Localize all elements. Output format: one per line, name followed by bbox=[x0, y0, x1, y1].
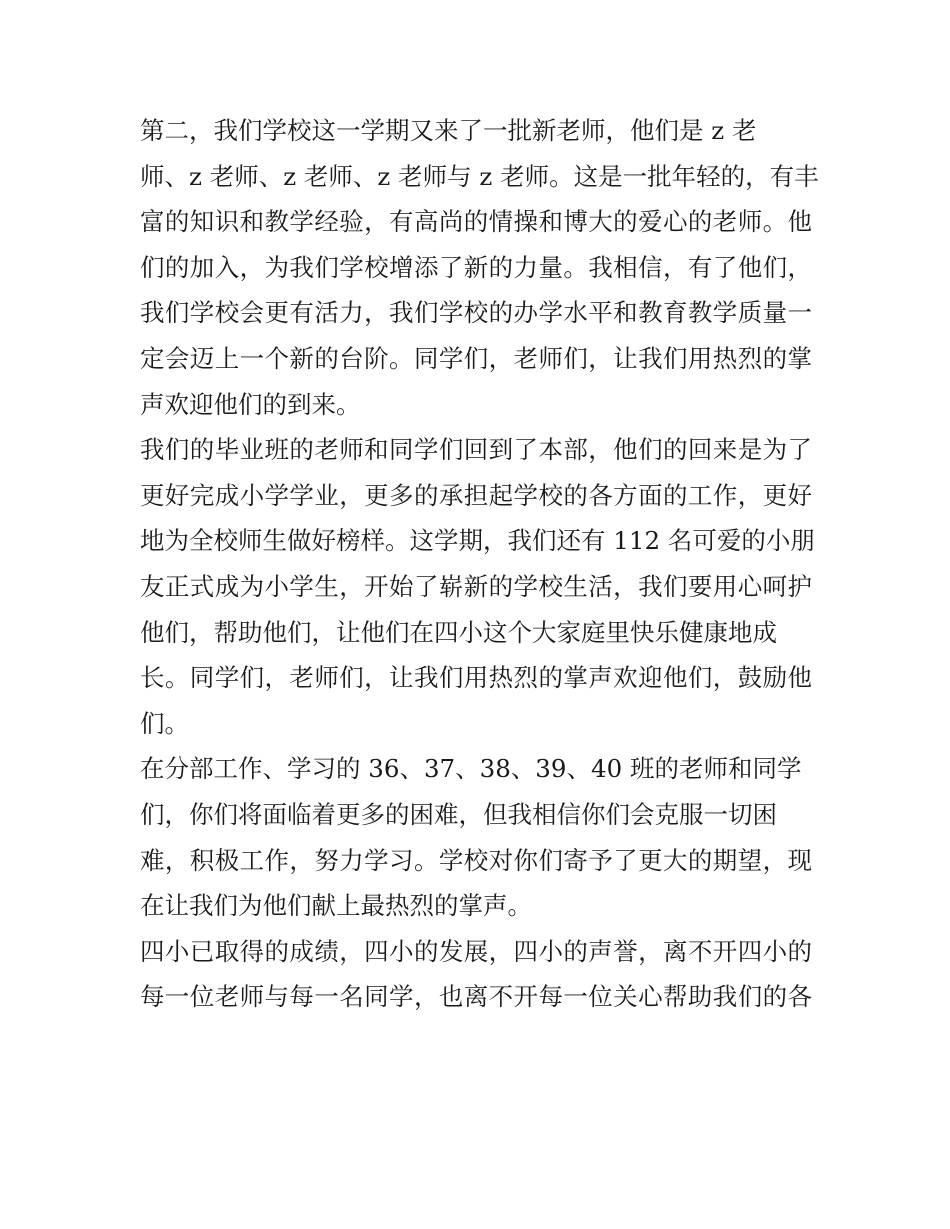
text-line: 在分部工作、学习的 36、37、38、39、40 班的老师和同学 bbox=[140, 754, 802, 784]
text-line: 声欢迎他们的到来。 bbox=[140, 389, 361, 419]
text-line: 长。同学们，老师们，让我们用热烈的掌声欢迎他们，鼓励他 bbox=[140, 663, 812, 693]
text-line: 我们的毕业班的老师和同学们回到了本部，他们的回来是为了 bbox=[140, 435, 812, 465]
text-line: 友正式成为小学生，开始了崭新的学校生活，我们要用心呵护 bbox=[140, 571, 812, 601]
text-line: 每一位老师与每一名同学，也离不开每一位关心帮助我们的各 bbox=[140, 982, 812, 1012]
text-line: 富的知识和教学经验，有高尚的情操和博大的爱心的老师。他 bbox=[140, 207, 812, 237]
text-line: 在让我们为他们献上最热烈的掌声。 bbox=[140, 891, 532, 921]
text-line: 更好完成小学学业，更多的承担起学校的各方面的工作，更好 bbox=[140, 480, 812, 510]
paragraph-new-teachers bbox=[140, 108, 819, 427]
text-line: 难，积极工作，努力学习。学校对你们寄予了更大的期望，现 bbox=[140, 845, 812, 875]
text-line: 们。 bbox=[140, 708, 189, 738]
text-line: 第二，我们学校这一学期又来了一批新老师，他们是 z 老 bbox=[140, 116, 757, 145]
text-line: 我们学校会更有活力，我们学校的办学水平和教育教学质量一 bbox=[140, 298, 812, 328]
paragraph-achievements bbox=[140, 929, 812, 1020]
text-line: 他们，帮助他们，让他们在四小这个大家庭里快乐健康地成 bbox=[140, 617, 777, 647]
paragraph-graduating-class bbox=[140, 427, 815, 746]
text-line: 定会迈上一个新的台阶。同学们，老师们，让我们用热烈的掌 bbox=[140, 343, 812, 373]
paragraph-branch-campus bbox=[140, 746, 812, 928]
text-line: 师、z 老师、z 老师、z 老师与 z 老师。这是一批年轻的，有丰 bbox=[140, 161, 819, 191]
text-line: 地为全校师生做好榜样。这学期，我们还有 112 名可爱的小朋 bbox=[140, 526, 815, 556]
document-body bbox=[140, 108, 819, 1020]
text-line: 四小已取得的成绩，四小的发展，四小的声誉，离不开四小的 bbox=[140, 936, 812, 966]
text-line: 们的加入，为我们学校增添了新的力量。我相信，有了他们， bbox=[140, 252, 812, 282]
text-line: 们，你们将面临着更多的困难，但我相信你们会克服一切困 bbox=[140, 799, 777, 829]
